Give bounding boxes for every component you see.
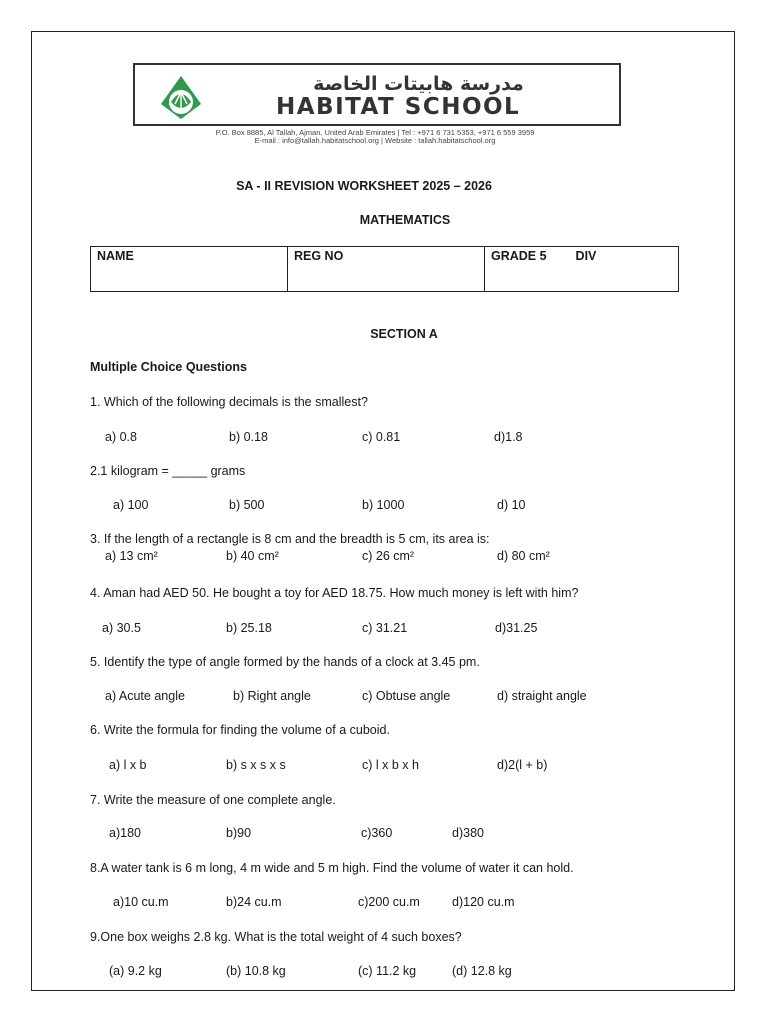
question-1: 1. Which of the following decimals is the smallest? [90, 395, 368, 409]
option-a: a) l x b [109, 758, 147, 772]
option-c: c)200 cu.m [358, 895, 420, 909]
question-6: 6. Write the formula for finding the volume of a cuboid. [90, 723, 390, 737]
name-label: NAME [97, 249, 134, 263]
question-5: 5. Identify the type of angle formed by the hands of a clock at 3.45 pm. [90, 655, 480, 669]
option-a: a) 100 [113, 498, 149, 512]
option-b: b) s x s x s [226, 758, 286, 772]
option-d: d)31.25 [495, 621, 538, 635]
option-a: a) Acute angle [105, 689, 185, 703]
option-b: b) 500 [229, 498, 265, 512]
option-d: d)2(l + b) [497, 758, 548, 772]
option-d: (d) 12.8 kg [452, 964, 512, 978]
grade-label: GRADE 5 [491, 249, 547, 263]
option-d: d)380 [452, 826, 484, 840]
question-2: 2.1 kilogram = _____ grams [90, 464, 246, 478]
option-a: a) 0.8 [105, 430, 137, 444]
option-c: (c) 11.2 kg [358, 964, 417, 978]
question-3: 3. If the length of a rectangle is 8 cm and the breadth is 5 cm, its area is: [90, 532, 490, 546]
reg-no-cell[interactable] [288, 247, 485, 292]
option-c: c) 31.21 [362, 621, 408, 635]
option-c: c)360 [361, 826, 393, 840]
option-d: d)1.8 [494, 430, 523, 444]
option-a: a)10 cu.m [113, 895, 169, 909]
option-d: d) 80 cm² [497, 549, 550, 563]
option-d: d) straight angle [497, 689, 587, 703]
option-b: b) 25.18 [226, 621, 272, 635]
option-c: c) 26 cm² [362, 549, 415, 563]
school-name: HABITAT SCHOOL [276, 94, 521, 120]
question-9: 9.One box weighs 2.8 kg. What is the total weight of 4 such boxes? [90, 930, 462, 944]
worksheet-title: SA - II REVISION WORKSHEET 2025 – 2026 [236, 179, 492, 193]
div-label: DIV [575, 249, 597, 263]
section-heading: SECTION A [370, 327, 438, 341]
question-4: 4. Aman had AED 50. He bought a toy for AED 18.75. How much money is left with him? [90, 586, 579, 600]
option-b: b)90 [226, 826, 252, 840]
option-b: (b) 10.8 kg [226, 964, 286, 978]
option-d: d) 10 [497, 498, 526, 512]
option-b: b) Right angle [233, 689, 311, 703]
name-cell[interactable] [91, 247, 288, 292]
school-logo-icon [159, 74, 203, 120]
student-info-table [90, 246, 679, 292]
option-c: c) l x b x h [362, 758, 419, 772]
subject-title: MATHEMATICS [359, 213, 451, 227]
contact-email-website: E-mail : info@tallah.habitatschool.org | Website : tallah.habitatschool.org [254, 136, 496, 145]
question-7: 7. Write the measure of one complete angle. [90, 793, 336, 807]
grade-div-cell[interactable] [485, 247, 679, 292]
school-name-arabic: مدرسة هابيتات الخاصة [313, 73, 524, 95]
contact-address: P.O. Box 8885, Al Tallah, Ajman, United Arab Emirates | Tel : +971 6 731 5353, +971 6 559 3959 [215, 128, 535, 137]
question-8: 8.A water tank is 6 m long, 4 m wide and 5 m high. Find the volume of water it can hold. [90, 861, 574, 875]
option-b: b) 40 cm² [226, 549, 279, 563]
option-c: b) 1000 [362, 498, 405, 512]
option-c: c) 0.81 [362, 430, 401, 444]
option-d: d)120 cu.m [452, 895, 515, 909]
option-b: b) 0.18 [229, 430, 268, 444]
reg-no-label: REG NO [294, 249, 344, 263]
option-c: c) Obtuse angle [362, 689, 451, 703]
option-b: b)24 cu.m [226, 895, 282, 909]
option-a: (a) 9.2 kg [109, 964, 162, 978]
option-a: a) 13 cm² [105, 549, 158, 563]
option-a: a)180 [109, 826, 141, 840]
option-a: a) 30.5 [102, 621, 141, 635]
mcq-heading: Multiple Choice Questions [90, 360, 247, 374]
